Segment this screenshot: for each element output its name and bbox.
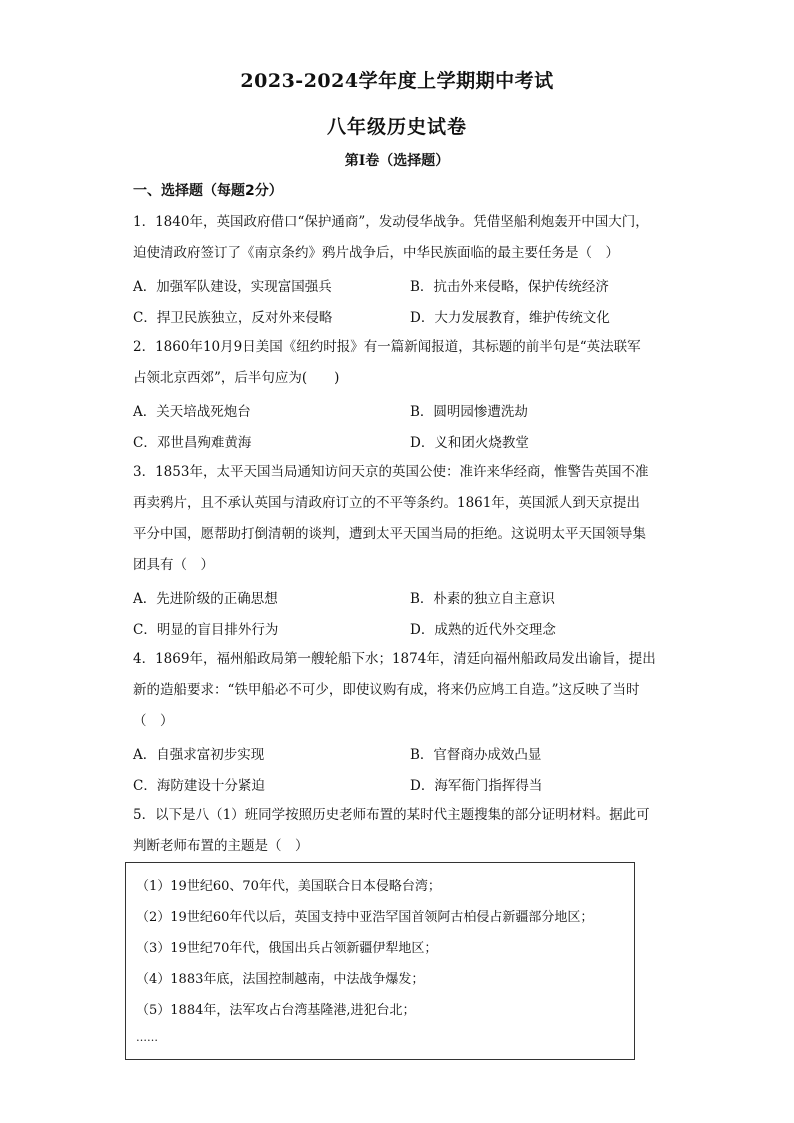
question-1-stem-line-2: 迫使清政府签订了《南京条约》鸦片战争后，中华民族面临的最主要任务是（ ） xyxy=(133,245,619,261)
question-3-stem-line-3: 平分中国，愿帮助打倒清朝的谈判，遭到太平天国当局的拒绝。这说明太平天国领导集 xyxy=(133,526,646,542)
question-3-option-b: B．朴素的独立自主意识 xyxy=(410,591,555,607)
material-ellipsis: …… xyxy=(136,1031,158,1044)
section-heading: 一、选择题（每题2分） xyxy=(133,183,283,199)
material-item-2: （2）19世纪60年代以后，英国支持中亚浩罕国首领阿古柏侵占新疆部分地区； xyxy=(136,910,594,925)
question-1-option-a: A．加强军队建设，实现富国强兵 xyxy=(133,279,332,295)
exam-subtitle: 八年级历史试卷 xyxy=(326,116,467,138)
question-2-stem-line-2: 占领北京西郊”，后半句应为( ) xyxy=(133,370,340,386)
question-3-option-a: A．先进阶级的正确思想 xyxy=(133,591,278,607)
exam-title: 2023-2024学年度上学期期中考试 xyxy=(240,70,554,92)
question-5-stem-line-1: 5．以下是八（1）班同学按照历史老师布置的某时代主题搜集的部分证明材料。据此可 xyxy=(133,807,650,823)
question-4-option-d: D．海军衙门指挥得当 xyxy=(410,778,543,794)
question-4-option-b: B．官督商办成效凸显 xyxy=(410,747,542,763)
material-item-4: （4）1883年底，法国控制越南，中法战争爆发； xyxy=(136,972,425,987)
question-4-option-c: C．海防建设十分紧迫 xyxy=(133,778,265,794)
material-box xyxy=(125,862,635,1060)
question-2-stem-line-1: 2．1860年10月9日美国《纽约时报》有一篇新闻报道，其标题的前半句是“英法联军 xyxy=(133,339,641,355)
question-2-option-c: C．邓世昌殉难黄海 xyxy=(133,435,252,451)
question-4-stem-line-1: 4．1869年，福州船政局第一艘轮船下水；1874年，清廷向福州船政局发出谕旨，提出 xyxy=(133,651,656,667)
material-item-1: （1）19世纪60、70年代，美国联合日本侵略台湾； xyxy=(136,879,441,894)
question-4-stem-line-3: （ ） xyxy=(133,713,174,729)
question-3-option-c: C．明显的盲目排外行为 xyxy=(133,622,279,638)
question-1-option-d: D．大力发展教育，维护传统文化 xyxy=(410,310,610,326)
question-2-option-b: B．圆明园惨遭洗劫 xyxy=(410,404,528,420)
question-1-option-b: B．抗击外来侵略，保护传统经济 xyxy=(410,279,609,295)
question-2-option-d: D．义和团火烧教堂 xyxy=(410,435,529,451)
material-item-5: （5）1884年，法军攻占台湾基隆港,进犯台北； xyxy=(136,1003,416,1018)
question-2-option-a: A．关天培战死炮台 xyxy=(133,404,251,420)
question-1-option-c: C．捍卫民族独立，反对外来侵略 xyxy=(133,310,333,326)
question-4-stem-line-2: 新的造船要求：“铁甲船必不可少，即使议购有成，将来仍应鸠工自造。”这反映了当时 xyxy=(133,682,640,698)
question-3-stem-line-2: 再卖鸦片，且不承认英国与清政府订立的不平等条约。1861年，英国派人到天京提出 xyxy=(133,495,640,511)
question-4-option-a: A．自强求富初步实现 xyxy=(133,747,265,763)
material-item-3: （3）19世纪70年代，俄国出兵占领新疆伊犁地区； xyxy=(136,941,438,956)
question-1-stem-line-1: 1．1840年，英国政府借口“保护通商”，发动侵华战争。凭借坚船利炮轰开中国大门， xyxy=(133,214,649,230)
question-3-option-d: D．成熟的近代外交理念 xyxy=(410,622,556,638)
question-3-stem-line-4: 团具有（ ） xyxy=(133,557,214,573)
part-heading: 第Ⅰ卷（选择题） xyxy=(344,153,450,169)
question-3-stem-line-1: 3．1853年，太平天国当局通知访问天京的英国公使：准许来华经商，惟警告英国不准 xyxy=(133,464,649,480)
question-5-stem-line-2: 判断老师布置的主题是（ ） xyxy=(133,838,309,854)
